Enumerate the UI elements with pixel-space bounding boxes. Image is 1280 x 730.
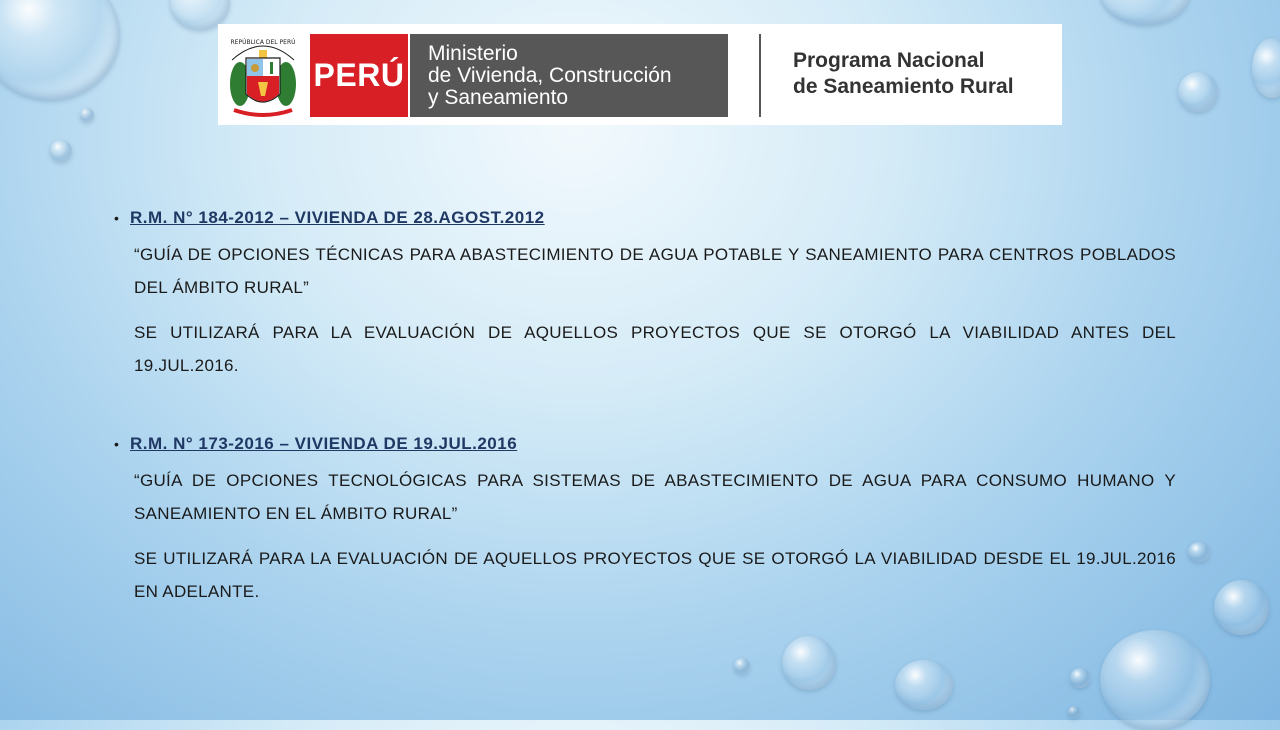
water-bubble-decoration [1068,706,1080,718]
guide-title: “GUÍA DE OPCIONES TECNOLÓGICAS PARA SISTEMAS DE ABASTECIMIENTO DE AGUA PARA CONSUMO HUMANO Y SANEAMIENTO EN EL ÁMBITO RURAL” [134,471,1176,523]
water-bubble-decoration [1100,0,1190,25]
water-bubble-decoration [782,636,836,690]
water-bubble-decoration [80,108,94,122]
water-bubble-decoration [734,658,750,674]
resolution-section [114,198,1176,382]
ministry-line: Ministerio [428,42,518,65]
coat-of-arms-logo [218,24,308,125]
usage-note: SE UTILIZARÁ PARA LA EVALUACIÓN DE AQUELLOS PROYECTOS QUE SE OTORGÓ LA VIABILIDAD ANTES DEL 19.JUL.2016. [134,323,1176,375]
program-line: de Saneamiento Rural [793,75,1014,98]
coat-of-arms-icon [218,24,308,125]
usage-note: SE UTILIZARÁ PARA LA EVALUACIÓN DE AQUELLOS PROYECTOS QUE SE OTORGÓ LA VIABILIDAD DESDE EL 19.JUL.2016 EN ADELANTE. [134,549,1176,601]
resolution-heading-link[interactable]: R.M. N° 184-2012 – VIVIENDA DE 28.AGOST.2012 [130,208,545,227]
water-bubble-decoration [1252,38,1280,98]
program-line: Programa Nacional [793,49,985,72]
program-name [793,48,1014,100]
water-bubble-decoration [1188,542,1210,562]
ministry-line: de Vivienda, Construcción [428,64,672,87]
bullet-row [114,198,1176,238]
water-bubble-decoration [50,140,72,162]
water-bubble-decoration [0,0,120,100]
ministry-line: y Saneamiento [428,86,569,109]
bullet-row [114,424,1176,464]
slide-content [114,198,1176,608]
peru-label: PERÚ [310,34,408,117]
water-bubble-decoration [1214,580,1269,635]
banner-divider [759,34,761,117]
resolution-heading-link[interactable]: R.M. N° 173-2016 – VIVIENDA DE 19.JUL.2016 [130,434,518,453]
bullet-icon: • [114,210,119,226]
water-bubble-decoration [1100,630,1210,730]
bullet-icon: • [114,436,119,452]
guide-title: “GUÍA DE OPCIONES TÉCNICAS PARA ABASTECIMIENTO DE AGUA POTABLE Y SANEAMIENTO PARA CENTROS POBLADOS DEL ÁMBITO RURAL” [134,245,1176,297]
resolution-section [114,424,1176,608]
ministry-name [410,34,728,117]
water-bubble-decoration [1070,668,1090,688]
water-bubble-decoration [895,660,953,710]
water-bubble-decoration [1178,72,1218,112]
crest-caption: REPÚBLICA DEL PERÚ [230,39,296,46]
header-banner [218,24,1062,125]
